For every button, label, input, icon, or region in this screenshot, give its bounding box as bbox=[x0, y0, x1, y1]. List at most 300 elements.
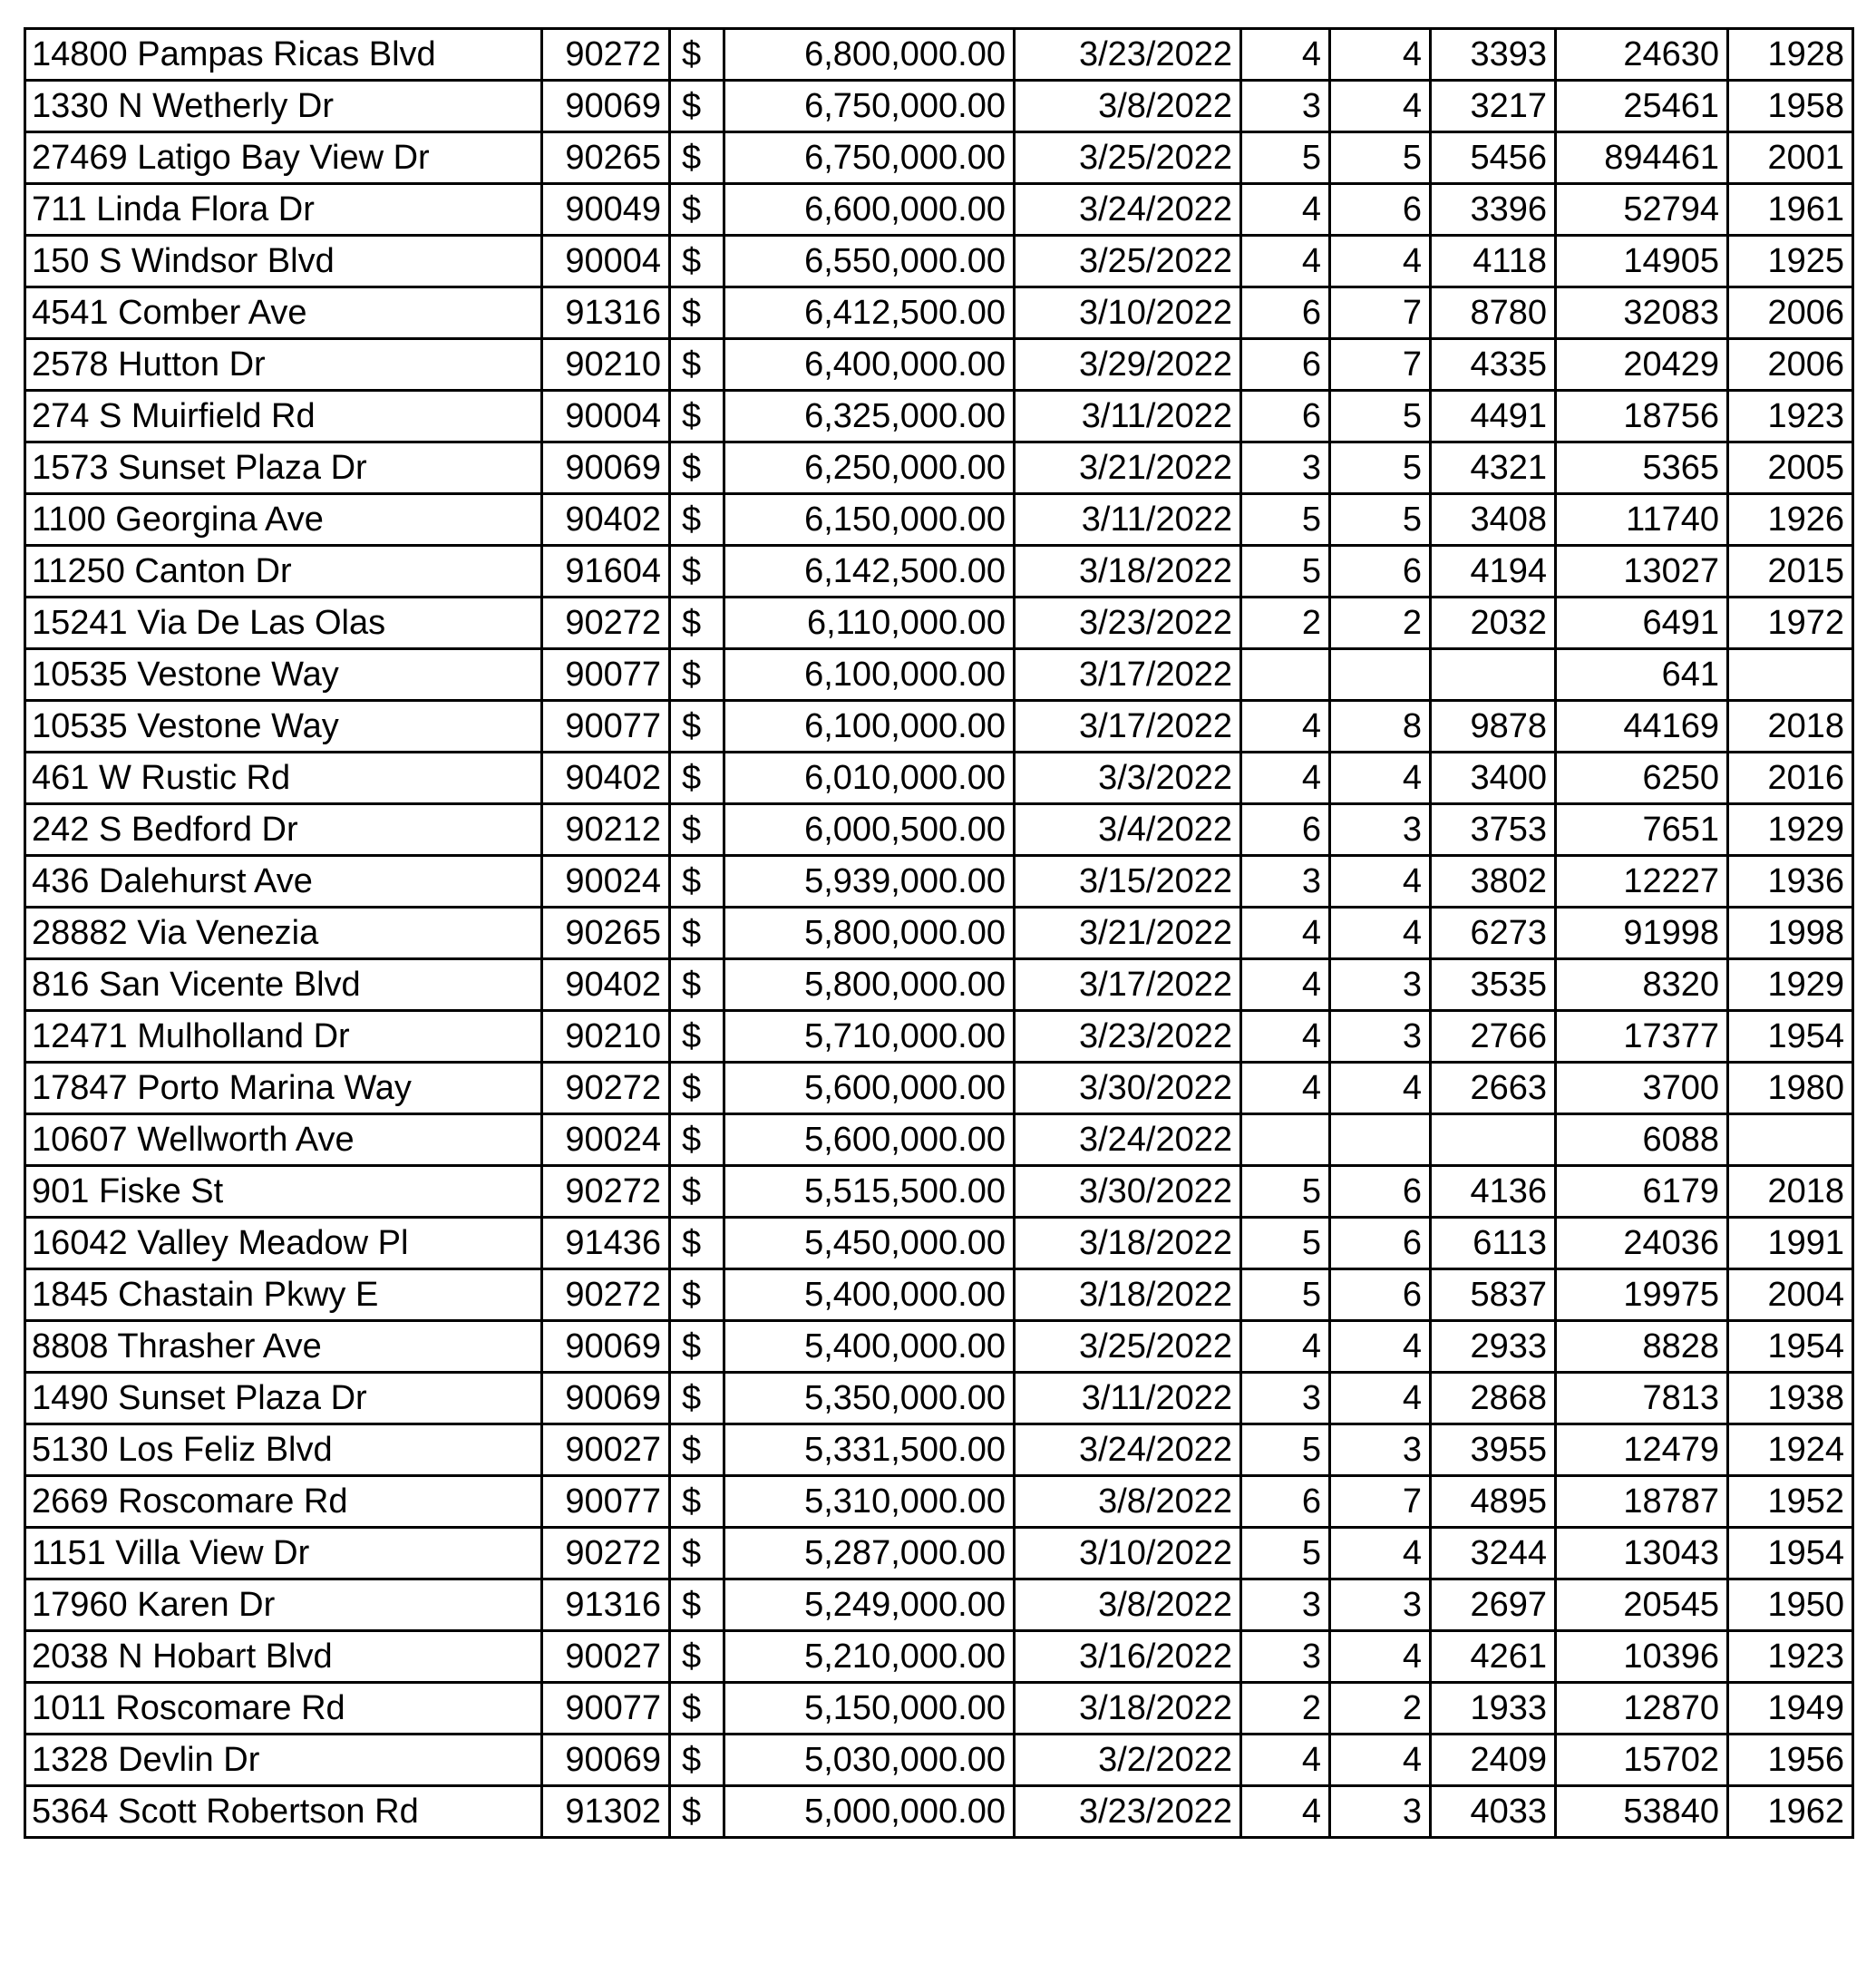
cell-year[interactable]: 1961 bbox=[1728, 184, 1853, 236]
cell-year[interactable]: 1954 bbox=[1728, 1321, 1853, 1373]
cell-zip[interactable]: 90210 bbox=[542, 1011, 670, 1063]
cell-date[interactable]: 3/17/2022 bbox=[1015, 701, 1241, 753]
cell-year[interactable]: 1925 bbox=[1728, 236, 1853, 287]
cell-year[interactable]: 1952 bbox=[1728, 1476, 1853, 1528]
cell-address[interactable]: 242 S Bedford Dr bbox=[25, 804, 542, 856]
cell-year[interactable]: 1938 bbox=[1728, 1373, 1853, 1424]
cell-sqft[interactable]: 5837 bbox=[1431, 1269, 1556, 1321]
cell-date[interactable]: 3/30/2022 bbox=[1015, 1166, 1241, 1218]
cell-address[interactable]: 10535 Vestone Way bbox=[25, 649, 542, 701]
cell-price[interactable]: 5,800,000.00 bbox=[724, 908, 1015, 959]
cell-date[interactable]: 3/30/2022 bbox=[1015, 1063, 1241, 1114]
cell-price[interactable]: 5,350,000.00 bbox=[724, 1373, 1015, 1424]
cell-beds[interactable]: 5 bbox=[1241, 1218, 1330, 1269]
cell-address[interactable]: 1151 Villa View Dr bbox=[25, 1528, 542, 1579]
cell-sqft[interactable] bbox=[1431, 649, 1556, 701]
cell-address[interactable]: 2038 N Hobart Blvd bbox=[25, 1631, 542, 1683]
cell-baths[interactable]: 7 bbox=[1330, 1476, 1431, 1528]
cell-lot[interactable]: 52794 bbox=[1556, 184, 1728, 236]
cell-baths[interactable]: 8 bbox=[1330, 701, 1431, 753]
cell-currency[interactable]: $ bbox=[670, 287, 724, 339]
cell-price[interactable]: 6,250,000.00 bbox=[724, 442, 1015, 494]
cell-baths[interactable]: 4 bbox=[1330, 1631, 1431, 1683]
cell-price[interactable]: 5,287,000.00 bbox=[724, 1528, 1015, 1579]
cell-year[interactable]: 1928 bbox=[1728, 29, 1853, 81]
cell-baths[interactable]: 4 bbox=[1330, 81, 1431, 132]
cell-lot[interactable]: 53840 bbox=[1556, 1786, 1728, 1838]
cell-year[interactable]: 1980 bbox=[1728, 1063, 1853, 1114]
cell-currency[interactable]: $ bbox=[670, 1011, 724, 1063]
cell-currency[interactable]: $ bbox=[670, 236, 724, 287]
cell-price[interactable]: 6,412,500.00 bbox=[724, 287, 1015, 339]
cell-year[interactable]: 1954 bbox=[1728, 1011, 1853, 1063]
cell-lot[interactable]: 894461 bbox=[1556, 132, 1728, 184]
cell-zip[interactable]: 90024 bbox=[542, 856, 670, 908]
cell-price[interactable]: 6,110,000.00 bbox=[724, 598, 1015, 649]
cell-currency[interactable]: $ bbox=[670, 546, 724, 598]
cell-year[interactable]: 2015 bbox=[1728, 546, 1853, 598]
cell-baths[interactable]: 3 bbox=[1330, 959, 1431, 1011]
cell-zip[interactable]: 90272 bbox=[542, 1063, 670, 1114]
cell-sqft[interactable]: 4033 bbox=[1431, 1786, 1556, 1838]
cell-year[interactable] bbox=[1728, 649, 1853, 701]
cell-currency[interactable]: $ bbox=[670, 494, 724, 546]
cell-address[interactable]: 10535 Vestone Way bbox=[25, 701, 542, 753]
cell-lot[interactable]: 10396 bbox=[1556, 1631, 1728, 1683]
cell-sqft[interactable]: 3753 bbox=[1431, 804, 1556, 856]
cell-lot[interactable]: 8828 bbox=[1556, 1321, 1728, 1373]
cell-zip[interactable]: 90402 bbox=[542, 494, 670, 546]
cell-address[interactable]: 816 San Vicente Blvd bbox=[25, 959, 542, 1011]
cell-zip[interactable]: 90402 bbox=[542, 753, 670, 804]
cell-price[interactable]: 5,515,500.00 bbox=[724, 1166, 1015, 1218]
cell-baths[interactable]: 3 bbox=[1330, 804, 1431, 856]
cell-lot[interactable]: 17377 bbox=[1556, 1011, 1728, 1063]
cell-baths[interactable]: 4 bbox=[1330, 1373, 1431, 1424]
cell-currency[interactable]: $ bbox=[670, 81, 724, 132]
cell-baths[interactable]: 4 bbox=[1330, 753, 1431, 804]
cell-zip[interactable]: 90069 bbox=[542, 81, 670, 132]
cell-year[interactable]: 2005 bbox=[1728, 442, 1853, 494]
cell-lot[interactable]: 7651 bbox=[1556, 804, 1728, 856]
cell-baths[interactable]: 7 bbox=[1330, 339, 1431, 391]
cell-zip[interactable]: 91604 bbox=[542, 546, 670, 598]
cell-lot[interactable]: 11740 bbox=[1556, 494, 1728, 546]
cell-address[interactable]: 1011 Roscomare Rd bbox=[25, 1683, 542, 1735]
cell-sqft[interactable]: 4491 bbox=[1431, 391, 1556, 442]
cell-year[interactable]: 2004 bbox=[1728, 1269, 1853, 1321]
cell-lot[interactable]: 32083 bbox=[1556, 287, 1728, 339]
cell-date[interactable]: 3/23/2022 bbox=[1015, 1011, 1241, 1063]
cell-zip[interactable]: 90077 bbox=[542, 701, 670, 753]
cell-price[interactable]: 6,750,000.00 bbox=[724, 81, 1015, 132]
cell-beds[interactable] bbox=[1241, 649, 1330, 701]
cell-year[interactable]: 2018 bbox=[1728, 701, 1853, 753]
cell-price[interactable]: 6,010,000.00 bbox=[724, 753, 1015, 804]
cell-price[interactable]: 6,100,000.00 bbox=[724, 701, 1015, 753]
cell-price[interactable]: 5,249,000.00 bbox=[724, 1579, 1015, 1631]
cell-currency[interactable]: $ bbox=[670, 1166, 724, 1218]
cell-sqft[interactable]: 2697 bbox=[1431, 1579, 1556, 1631]
cell-sqft[interactable]: 9878 bbox=[1431, 701, 1556, 753]
cell-year[interactable]: 2006 bbox=[1728, 339, 1853, 391]
cell-baths[interactable]: 4 bbox=[1330, 1063, 1431, 1114]
cell-baths[interactable]: 4 bbox=[1330, 908, 1431, 959]
cell-sqft[interactable]: 4895 bbox=[1431, 1476, 1556, 1528]
cell-address[interactable]: 8808 Thrasher Ave bbox=[25, 1321, 542, 1373]
cell-currency[interactable]: $ bbox=[670, 132, 724, 184]
cell-zip[interactable]: 90027 bbox=[542, 1424, 670, 1476]
cell-date[interactable]: 3/2/2022 bbox=[1015, 1735, 1241, 1786]
cell-date[interactable]: 3/18/2022 bbox=[1015, 546, 1241, 598]
cell-baths[interactable]: 6 bbox=[1330, 1218, 1431, 1269]
cell-baths[interactable]: 6 bbox=[1330, 1269, 1431, 1321]
cell-zip[interactable]: 90069 bbox=[542, 1321, 670, 1373]
cell-lot[interactable]: 20545 bbox=[1556, 1579, 1728, 1631]
cell-date[interactable]: 3/11/2022 bbox=[1015, 391, 1241, 442]
cell-address[interactable]: 16042 Valley Meadow Pl bbox=[25, 1218, 542, 1269]
cell-date[interactable]: 3/18/2022 bbox=[1015, 1683, 1241, 1735]
cell-baths[interactable]: 3 bbox=[1330, 1011, 1431, 1063]
cell-address[interactable]: 2578 Hutton Dr bbox=[25, 339, 542, 391]
cell-date[interactable]: 3/11/2022 bbox=[1015, 1373, 1241, 1424]
cell-zip[interactable]: 90069 bbox=[542, 442, 670, 494]
cell-date[interactable]: 3/24/2022 bbox=[1015, 1424, 1241, 1476]
cell-year[interactable]: 2001 bbox=[1728, 132, 1853, 184]
cell-currency[interactable]: $ bbox=[670, 1424, 724, 1476]
cell-zip[interactable]: 90027 bbox=[542, 1631, 670, 1683]
cell-price[interactable]: 5,939,000.00 bbox=[724, 856, 1015, 908]
cell-currency[interactable]: $ bbox=[670, 1269, 724, 1321]
cell-date[interactable]: 3/3/2022 bbox=[1015, 753, 1241, 804]
cell-baths[interactable]: 2 bbox=[1330, 598, 1431, 649]
cell-year[interactable]: 1956 bbox=[1728, 1735, 1853, 1786]
cell-zip[interactable]: 90069 bbox=[542, 1735, 670, 1786]
cell-lot[interactable]: 641 bbox=[1556, 649, 1728, 701]
cell-address[interactable]: 5130 Los Feliz Blvd bbox=[25, 1424, 542, 1476]
cell-beds[interactable]: 3 bbox=[1241, 1631, 1330, 1683]
cell-currency[interactable]: $ bbox=[670, 804, 724, 856]
cell-address[interactable]: 27469 Latigo Bay View Dr bbox=[25, 132, 542, 184]
cell-date[interactable]: 3/24/2022 bbox=[1015, 184, 1241, 236]
cell-currency[interactable]: $ bbox=[670, 856, 724, 908]
cell-lot[interactable]: 44169 bbox=[1556, 701, 1728, 753]
cell-baths[interactable]: 5 bbox=[1330, 442, 1431, 494]
cell-baths[interactable]: 4 bbox=[1330, 1321, 1431, 1373]
cell-address[interactable]: 2669 Roscomare Rd bbox=[25, 1476, 542, 1528]
cell-beds[interactable]: 5 bbox=[1241, 494, 1330, 546]
cell-sqft[interactable]: 4118 bbox=[1431, 236, 1556, 287]
cell-lot[interactable]: 14905 bbox=[1556, 236, 1728, 287]
cell-baths[interactable]: 7 bbox=[1330, 287, 1431, 339]
cell-beds[interactable]: 3 bbox=[1241, 1373, 1330, 1424]
cell-sqft[interactable]: 1933 bbox=[1431, 1683, 1556, 1735]
cell-date[interactable]: 3/25/2022 bbox=[1015, 132, 1241, 184]
cell-baths[interactable]: 3 bbox=[1330, 1424, 1431, 1476]
cell-year[interactable]: 1929 bbox=[1728, 959, 1853, 1011]
cell-price[interactable]: 5,310,000.00 bbox=[724, 1476, 1015, 1528]
cell-beds[interactable]: 2 bbox=[1241, 598, 1330, 649]
cell-beds[interactable]: 4 bbox=[1241, 1011, 1330, 1063]
cell-date[interactable]: 3/15/2022 bbox=[1015, 856, 1241, 908]
cell-price[interactable]: 5,210,000.00 bbox=[724, 1631, 1015, 1683]
cell-currency[interactable]: $ bbox=[670, 184, 724, 236]
cell-baths[interactable]: 4 bbox=[1330, 236, 1431, 287]
cell-baths[interactable]: 5 bbox=[1330, 494, 1431, 546]
cell-currency[interactable]: $ bbox=[670, 649, 724, 701]
cell-zip[interactable]: 90049 bbox=[542, 184, 670, 236]
cell-sqft[interactable]: 4136 bbox=[1431, 1166, 1556, 1218]
cell-lot[interactable]: 13043 bbox=[1556, 1528, 1728, 1579]
cell-lot[interactable]: 12870 bbox=[1556, 1683, 1728, 1735]
cell-lot[interactable]: 18756 bbox=[1556, 391, 1728, 442]
cell-date[interactable]: 3/29/2022 bbox=[1015, 339, 1241, 391]
cell-address[interactable]: 4541 Comber Ave bbox=[25, 287, 542, 339]
cell-price[interactable]: 5,150,000.00 bbox=[724, 1683, 1015, 1735]
cell-currency[interactable]: $ bbox=[670, 598, 724, 649]
cell-address[interactable]: 274 S Muirfield Rd bbox=[25, 391, 542, 442]
cell-price[interactable]: 6,600,000.00 bbox=[724, 184, 1015, 236]
cell-baths[interactable]: 6 bbox=[1330, 1166, 1431, 1218]
cell-date[interactable]: 3/16/2022 bbox=[1015, 1631, 1241, 1683]
cell-zip[interactable]: 90024 bbox=[542, 1114, 670, 1166]
cell-sqft[interactable]: 2766 bbox=[1431, 1011, 1556, 1063]
cell-lot[interactable]: 24036 bbox=[1556, 1218, 1728, 1269]
cell-lot[interactable]: 7813 bbox=[1556, 1373, 1728, 1424]
cell-sqft[interactable]: 3955 bbox=[1431, 1424, 1556, 1476]
cell-beds[interactable]: 4 bbox=[1241, 1735, 1330, 1786]
cell-lot[interactable]: 5365 bbox=[1556, 442, 1728, 494]
cell-address[interactable]: 461 W Rustic Rd bbox=[25, 753, 542, 804]
cell-zip[interactable]: 90272 bbox=[542, 29, 670, 81]
cell-lot[interactable]: 13027 bbox=[1556, 546, 1728, 598]
cell-zip[interactable]: 90272 bbox=[542, 598, 670, 649]
cell-year[interactable]: 1954 bbox=[1728, 1528, 1853, 1579]
cell-zip[interactable]: 90402 bbox=[542, 959, 670, 1011]
cell-sqft[interactable]: 2409 bbox=[1431, 1735, 1556, 1786]
cell-beds[interactable]: 6 bbox=[1241, 339, 1330, 391]
cell-sqft[interactable]: 4194 bbox=[1431, 546, 1556, 598]
cell-lot[interactable]: 6491 bbox=[1556, 598, 1728, 649]
cell-year[interactable]: 1926 bbox=[1728, 494, 1853, 546]
cell-currency[interactable]: $ bbox=[670, 1063, 724, 1114]
cell-currency[interactable]: $ bbox=[670, 908, 724, 959]
cell-beds[interactable]: 5 bbox=[1241, 132, 1330, 184]
cell-address[interactable]: 436 Dalehurst Ave bbox=[25, 856, 542, 908]
cell-date[interactable]: 3/4/2022 bbox=[1015, 804, 1241, 856]
cell-year[interactable]: 1923 bbox=[1728, 391, 1853, 442]
cell-sqft[interactable]: 2032 bbox=[1431, 598, 1556, 649]
cell-year[interactable]: 1936 bbox=[1728, 856, 1853, 908]
cell-sqft[interactable]: 3802 bbox=[1431, 856, 1556, 908]
cell-date[interactable]: 3/10/2022 bbox=[1015, 1528, 1241, 1579]
cell-price[interactable]: 6,150,000.00 bbox=[724, 494, 1015, 546]
cell-beds[interactable]: 3 bbox=[1241, 81, 1330, 132]
cell-zip[interactable]: 90004 bbox=[542, 236, 670, 287]
cell-baths[interactable] bbox=[1330, 1114, 1431, 1166]
cell-zip[interactable]: 90210 bbox=[542, 339, 670, 391]
cell-currency[interactable]: $ bbox=[670, 1735, 724, 1786]
cell-lot[interactable]: 24630 bbox=[1556, 29, 1728, 81]
cell-baths[interactable]: 3 bbox=[1330, 1786, 1431, 1838]
cell-currency[interactable]: $ bbox=[670, 1218, 724, 1269]
cell-currency[interactable]: $ bbox=[670, 391, 724, 442]
cell-currency[interactable]: $ bbox=[670, 1476, 724, 1528]
cell-price[interactable]: 6,100,000.00 bbox=[724, 649, 1015, 701]
cell-price[interactable]: 5,030,000.00 bbox=[724, 1735, 1015, 1786]
cell-currency[interactable]: $ bbox=[670, 1114, 724, 1166]
cell-sqft[interactable] bbox=[1431, 1114, 1556, 1166]
cell-sqft[interactable]: 2933 bbox=[1431, 1321, 1556, 1373]
cell-year[interactable]: 1958 bbox=[1728, 81, 1853, 132]
cell-beds[interactable]: 4 bbox=[1241, 1321, 1330, 1373]
cell-baths[interactable]: 4 bbox=[1330, 1528, 1431, 1579]
cell-baths[interactable]: 5 bbox=[1330, 132, 1431, 184]
cell-zip[interactable]: 91302 bbox=[542, 1786, 670, 1838]
cell-price[interactable]: 5,331,500.00 bbox=[724, 1424, 1015, 1476]
cell-price[interactable]: 6,142,500.00 bbox=[724, 546, 1015, 598]
cell-zip[interactable]: 90272 bbox=[542, 1269, 670, 1321]
cell-sqft[interactable]: 2868 bbox=[1431, 1373, 1556, 1424]
cell-sqft[interactable]: 4261 bbox=[1431, 1631, 1556, 1683]
cell-date[interactable]: 3/8/2022 bbox=[1015, 81, 1241, 132]
cell-lot[interactable]: 91998 bbox=[1556, 908, 1728, 959]
cell-baths[interactable]: 3 bbox=[1330, 1579, 1431, 1631]
cell-sqft[interactable]: 3535 bbox=[1431, 959, 1556, 1011]
cell-year[interactable]: 1950 bbox=[1728, 1579, 1853, 1631]
cell-price[interactable]: 6,325,000.00 bbox=[724, 391, 1015, 442]
cell-address[interactable]: 17960 Karen Dr bbox=[25, 1579, 542, 1631]
cell-sqft[interactable]: 8780 bbox=[1431, 287, 1556, 339]
cell-beds[interactable]: 6 bbox=[1241, 804, 1330, 856]
cell-address[interactable]: 17847 Porto Marina Way bbox=[25, 1063, 542, 1114]
cell-date[interactable]: 3/25/2022 bbox=[1015, 236, 1241, 287]
cell-currency[interactable]: $ bbox=[670, 1321, 724, 1373]
cell-price[interactable]: 6,750,000.00 bbox=[724, 132, 1015, 184]
cell-baths[interactable]: 4 bbox=[1330, 856, 1431, 908]
cell-year[interactable]: 2016 bbox=[1728, 753, 1853, 804]
cell-baths[interactable]: 6 bbox=[1330, 546, 1431, 598]
cell-year[interactable]: 1998 bbox=[1728, 908, 1853, 959]
cell-sqft[interactable]: 3396 bbox=[1431, 184, 1556, 236]
cell-year[interactable]: 1962 bbox=[1728, 1786, 1853, 1838]
cell-address[interactable]: 1328 Devlin Dr bbox=[25, 1735, 542, 1786]
cell-price[interactable]: 6,400,000.00 bbox=[724, 339, 1015, 391]
cell-year[interactable] bbox=[1728, 1114, 1853, 1166]
cell-beds[interactable]: 6 bbox=[1241, 1476, 1330, 1528]
cell-price[interactable]: 6,550,000.00 bbox=[724, 236, 1015, 287]
cell-baths[interactable] bbox=[1330, 649, 1431, 701]
cell-beds[interactable]: 6 bbox=[1241, 287, 1330, 339]
cell-address[interactable]: 1573 Sunset Plaza Dr bbox=[25, 442, 542, 494]
cell-lot[interactable]: 12479 bbox=[1556, 1424, 1728, 1476]
cell-address[interactable]: 901 Fiske St bbox=[25, 1166, 542, 1218]
cell-address[interactable]: 1330 N Wetherly Dr bbox=[25, 81, 542, 132]
cell-date[interactable]: 3/23/2022 bbox=[1015, 1786, 1241, 1838]
cell-sqft[interactable]: 4335 bbox=[1431, 339, 1556, 391]
cell-price[interactable]: 5,400,000.00 bbox=[724, 1321, 1015, 1373]
cell-zip[interactable]: 90069 bbox=[542, 1373, 670, 1424]
cell-date[interactable]: 3/24/2022 bbox=[1015, 1114, 1241, 1166]
cell-address[interactable]: 1490 Sunset Plaza Dr bbox=[25, 1373, 542, 1424]
cell-currency[interactable]: $ bbox=[670, 1579, 724, 1631]
cell-beds[interactable]: 4 bbox=[1241, 701, 1330, 753]
cell-address[interactable]: 711 Linda Flora Dr bbox=[25, 184, 542, 236]
cell-date[interactable]: 3/11/2022 bbox=[1015, 494, 1241, 546]
cell-beds[interactable]: 4 bbox=[1241, 184, 1330, 236]
cell-beds[interactable]: 3 bbox=[1241, 1579, 1330, 1631]
cell-beds[interactable]: 3 bbox=[1241, 442, 1330, 494]
cell-sqft[interactable]: 2663 bbox=[1431, 1063, 1556, 1114]
cell-address[interactable]: 15241 Via De Las Olas bbox=[25, 598, 542, 649]
cell-zip[interactable]: 91436 bbox=[542, 1218, 670, 1269]
cell-address[interactable]: 14800 Pampas Ricas Blvd bbox=[25, 29, 542, 81]
cell-zip[interactable]: 90265 bbox=[542, 908, 670, 959]
cell-sqft[interactable]: 6273 bbox=[1431, 908, 1556, 959]
cell-lot[interactable]: 3700 bbox=[1556, 1063, 1728, 1114]
cell-date[interactable]: 3/8/2022 bbox=[1015, 1476, 1241, 1528]
cell-date[interactable]: 3/23/2022 bbox=[1015, 598, 1241, 649]
cell-zip[interactable]: 90272 bbox=[542, 1528, 670, 1579]
cell-lot[interactable]: 15702 bbox=[1556, 1735, 1728, 1786]
cell-beds[interactable]: 4 bbox=[1241, 236, 1330, 287]
cell-address[interactable]: 1100 Georgina Ave bbox=[25, 494, 542, 546]
cell-beds[interactable]: 3 bbox=[1241, 856, 1330, 908]
cell-beds[interactable]: 4 bbox=[1241, 959, 1330, 1011]
cell-baths[interactable]: 6 bbox=[1330, 184, 1431, 236]
cell-beds[interactable]: 4 bbox=[1241, 908, 1330, 959]
cell-baths[interactable]: 5 bbox=[1330, 391, 1431, 442]
cell-currency[interactable]: $ bbox=[670, 29, 724, 81]
cell-currency[interactable]: $ bbox=[670, 1528, 724, 1579]
cell-lot[interactable]: 6179 bbox=[1556, 1166, 1728, 1218]
cell-currency[interactable]: $ bbox=[670, 1373, 724, 1424]
cell-zip[interactable]: 90212 bbox=[542, 804, 670, 856]
cell-price[interactable]: 5,600,000.00 bbox=[724, 1114, 1015, 1166]
cell-zip[interactable]: 90077 bbox=[542, 1476, 670, 1528]
cell-price[interactable]: 6,000,500.00 bbox=[724, 804, 1015, 856]
cell-price[interactable]: 5,450,000.00 bbox=[724, 1218, 1015, 1269]
cell-date[interactable]: 3/17/2022 bbox=[1015, 959, 1241, 1011]
cell-beds[interactable]: 2 bbox=[1241, 1683, 1330, 1735]
cell-lot[interactable]: 12227 bbox=[1556, 856, 1728, 908]
cell-sqft[interactable]: 3408 bbox=[1431, 494, 1556, 546]
cell-zip[interactable]: 90272 bbox=[542, 1166, 670, 1218]
cell-currency[interactable]: $ bbox=[670, 701, 724, 753]
cell-address[interactable]: 5364 Scott Robertson Rd bbox=[25, 1786, 542, 1838]
cell-beds[interactable]: 5 bbox=[1241, 1528, 1330, 1579]
cell-lot[interactable]: 18787 bbox=[1556, 1476, 1728, 1528]
cell-date[interactable]: 3/18/2022 bbox=[1015, 1269, 1241, 1321]
cell-price[interactable]: 6,800,000.00 bbox=[724, 29, 1015, 81]
cell-baths[interactable]: 4 bbox=[1330, 1735, 1431, 1786]
cell-year[interactable]: 2006 bbox=[1728, 287, 1853, 339]
cell-date[interactable]: 3/8/2022 bbox=[1015, 1579, 1241, 1631]
cell-beds[interactable]: 5 bbox=[1241, 1424, 1330, 1476]
cell-beds[interactable]: 6 bbox=[1241, 391, 1330, 442]
cell-date[interactable]: 3/18/2022 bbox=[1015, 1218, 1241, 1269]
cell-year[interactable]: 1972 bbox=[1728, 598, 1853, 649]
cell-beds[interactable]: 4 bbox=[1241, 1786, 1330, 1838]
cell-currency[interactable]: $ bbox=[670, 1631, 724, 1683]
cell-address[interactable]: 11250 Canton Dr bbox=[25, 546, 542, 598]
cell-year[interactable]: 1924 bbox=[1728, 1424, 1853, 1476]
cell-year[interactable]: 1923 bbox=[1728, 1631, 1853, 1683]
cell-lot[interactable]: 8320 bbox=[1556, 959, 1728, 1011]
cell-zip[interactable]: 90077 bbox=[542, 649, 670, 701]
cell-address[interactable]: 1845 Chastain Pkwy E bbox=[25, 1269, 542, 1321]
cell-price[interactable]: 5,800,000.00 bbox=[724, 959, 1015, 1011]
